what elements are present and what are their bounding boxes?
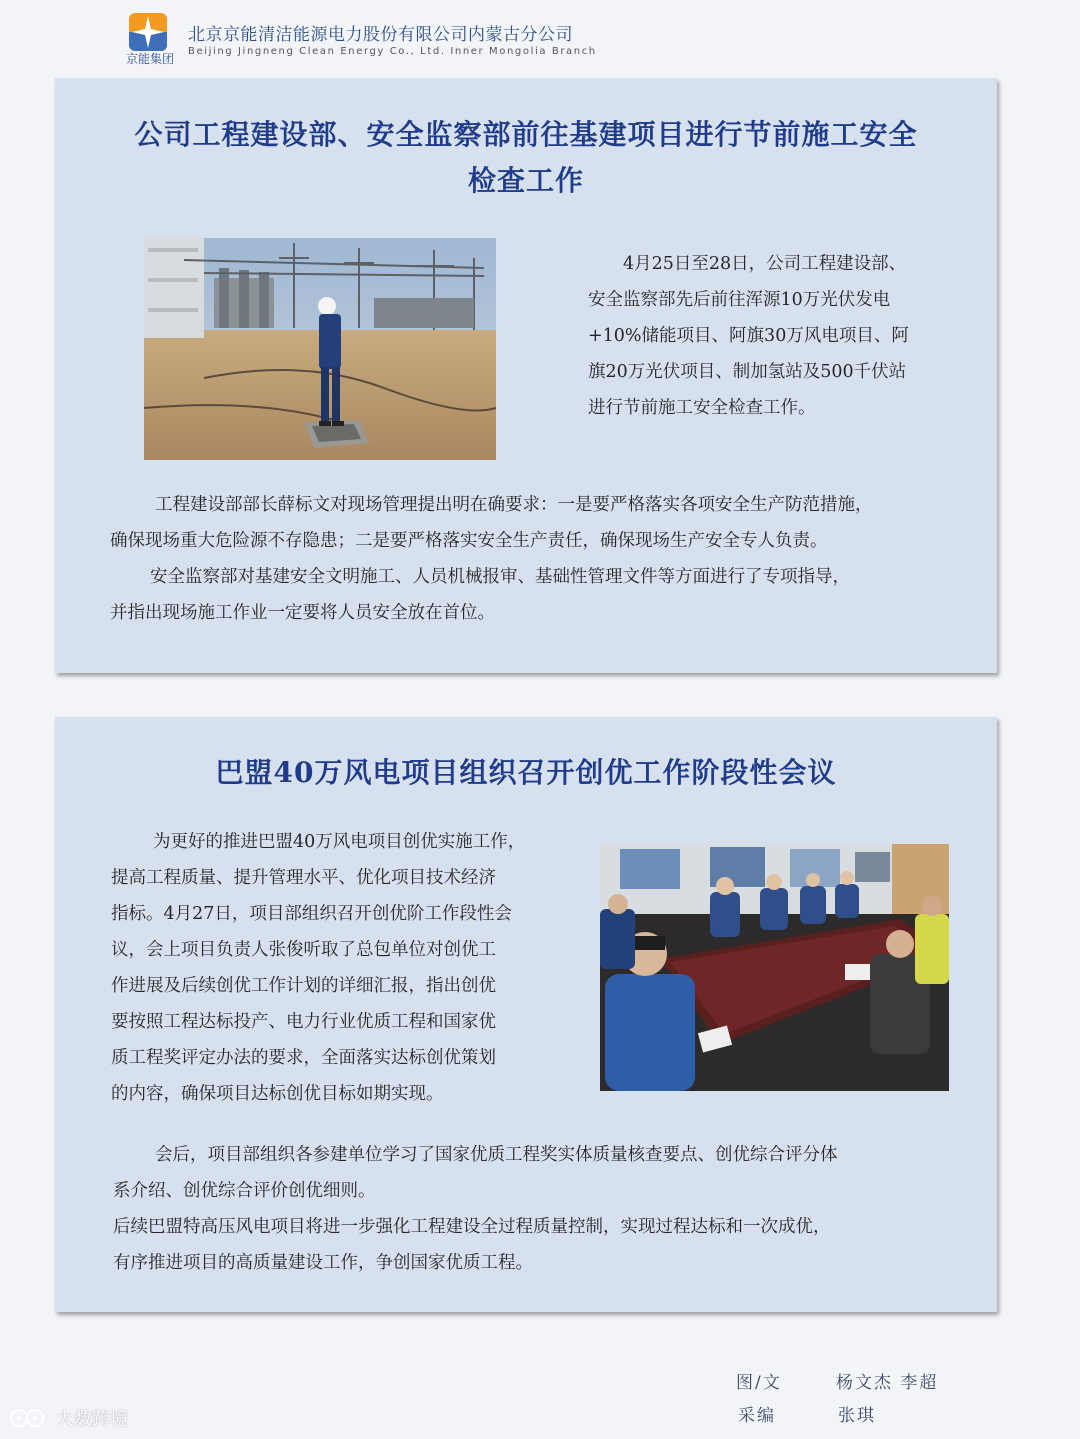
text-line: 提高工程质量、提升管理水平、优化项目技术经济: [111, 868, 496, 888]
text-line: 的内容，确保项目达标创优目标如期实现。: [111, 1084, 444, 1104]
company-name-en: Beijing Jingneng Clean Energy Co., Ltd. Inner Mongolia Branch: [188, 46, 597, 57]
credit-editor: 张琪: [838, 1406, 876, 1426]
text-line: 安全监察部对基建安全文明施工、人员机械报审、基础性管理文件等方面进行了专项指导，: [150, 567, 850, 587]
text-line: 有序推进项目的高质量建设工作，争创国家优质工程。: [113, 1253, 533, 1273]
text-line: 4月25日至28日，公司工程建设部、: [623, 254, 907, 274]
text-line: 议，会上项目负责人张俊听取了总包单位对创优工: [111, 940, 496, 960]
meeting-room-image: [600, 844, 949, 1091]
text-line: 工程建设部部长薛标文对现场管理提出明在确要求：一是要严格落实各项安全生产防范措施，: [155, 495, 873, 515]
article-card-quality-meeting: [55, 717, 997, 1312]
credit-authors: 杨文杰 李超: [836, 1373, 939, 1393]
jingneng-logo-icon: [128, 12, 168, 52]
page-header: [120, 10, 720, 68]
meeting-photo: [600, 844, 949, 1091]
construction-site-photo: [144, 238, 496, 460]
company-name-cn: 北京京能清洁能源电力股份有限公司内蒙古分公司: [188, 25, 573, 45]
text-line: 并指出现场施工作业一定要将人员安全放在首位。: [110, 603, 495, 623]
text-line: 质工程奖评定办法的要求，全面落实达标创优策划: [111, 1048, 496, 1068]
article-body: [113, 1137, 983, 1281]
watermark: [8, 1405, 128, 1431]
text-line: 确保现场重大危险源不存隐患；二是要严格落实安全生产责任，确保现场生产安全专人负责。: [110, 531, 828, 551]
text-line: 进行节前施工安全检查工作。: [588, 398, 816, 418]
credit-label-editor: 采编: [738, 1406, 776, 1426]
article-intro: [111, 824, 581, 1112]
text-line: 作进展及后续创优工作计划的详细汇报，指出创优: [111, 976, 496, 996]
text-line: 系介绍、创优综合评价创优细则。: [113, 1181, 376, 1201]
article-body: [110, 487, 980, 631]
text-line: 旗20万光伏项目、制加氢站及500千伏站: [588, 362, 907, 382]
article-title: [85, 112, 967, 204]
article-card-safety-inspection: [55, 78, 997, 673]
text-line: 安全监察部先后前往浑源10万光伏发电: [588, 290, 891, 310]
article-title: 巴盟40万风电项目组织召开创优工作阶段性会议: [215, 756, 837, 789]
text-line: 后续巴盟特高压风电项目将进一步强化工程建设全过程质量控制，实现过程达标和一次成优，: [113, 1217, 831, 1237]
watermark-logo-icon: [8, 1407, 52, 1429]
logo-caption: 京能集团: [125, 52, 174, 66]
site-inspection-image: [144, 238, 496, 460]
text-line: 指标。4月27日，项目部组织召开创优阶工作段性会: [111, 904, 512, 924]
article-intro: [588, 246, 968, 426]
text-line: 要按照工程达标投产、电力行业优质工程和国家优: [111, 1012, 496, 1032]
watermark-text: 大数跨境: [56, 1409, 128, 1430]
text-line: +10%储能项目、阿旗30万风电项目、阿: [588, 326, 909, 346]
text-line: 为更好的推进巴盟40万风电项目创优实施工作，: [153, 832, 526, 852]
article-title-line: 检查工作: [467, 164, 584, 197]
credit-label-text-photo: 图/文: [736, 1373, 782, 1393]
text-line: 会后，项目部组织各参建单位学习了国家优质工程奖实体质量核查要点、创优综合评分体: [155, 1145, 838, 1165]
article-title-line: 公司工程建设部、安全监察部前往基建项目进行节前施工安全: [134, 118, 918, 151]
